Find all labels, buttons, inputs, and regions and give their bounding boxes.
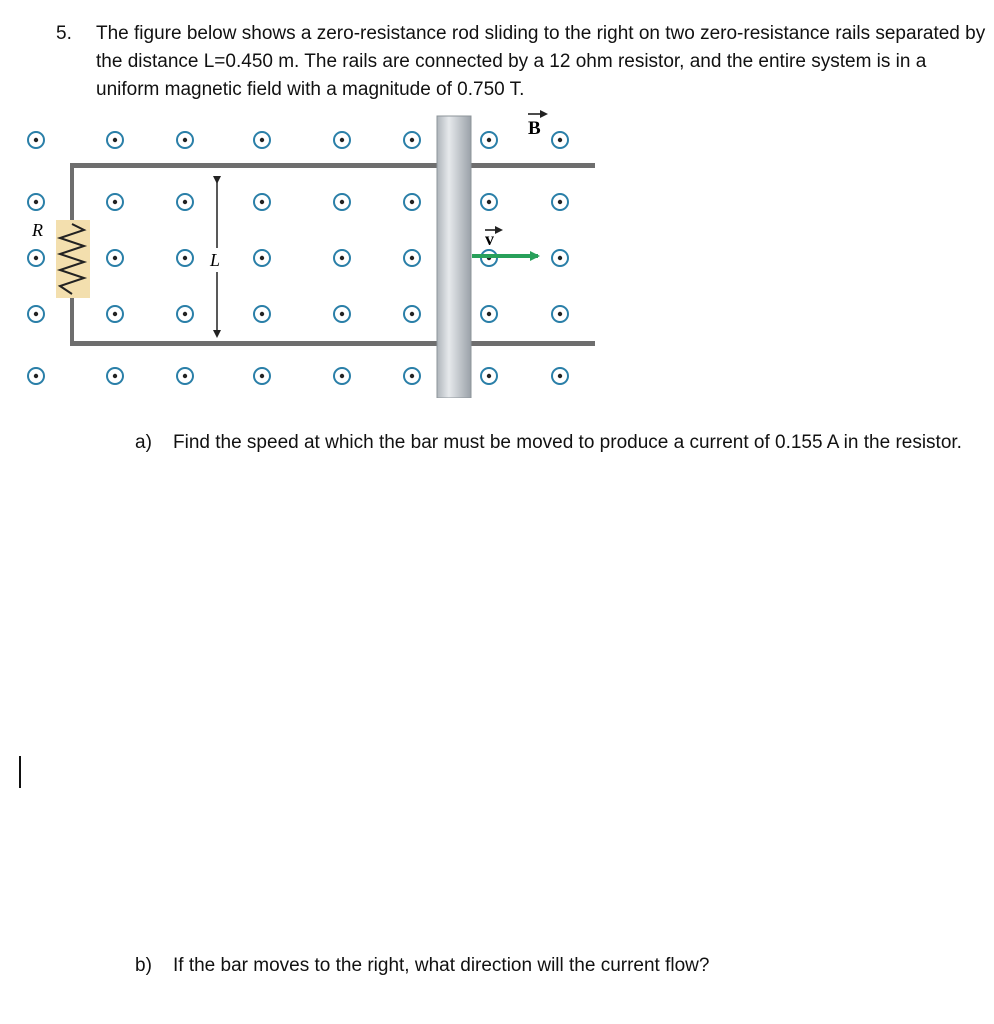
field-dot-icon bbox=[334, 194, 350, 210]
field-dot-icon bbox=[107, 306, 123, 322]
length-label: L bbox=[210, 250, 221, 270]
circuit-figure bbox=[0, 108, 620, 398]
field-dot-icon bbox=[404, 194, 420, 210]
field-dot-icon bbox=[481, 368, 497, 384]
field-dot-icon bbox=[334, 132, 350, 148]
field-dot-icon bbox=[28, 368, 44, 384]
sliding-rod bbox=[437, 116, 471, 398]
field-dot-icon bbox=[404, 368, 420, 384]
field-label: B bbox=[528, 118, 541, 139]
question-number: 5. bbox=[56, 23, 72, 44]
field-dot-icon bbox=[404, 132, 420, 148]
field-dot-icon bbox=[481, 194, 497, 210]
field-dot-icon bbox=[177, 194, 193, 210]
field-dot-icon bbox=[334, 306, 350, 322]
field-dot-icon bbox=[481, 306, 497, 322]
top-rail bbox=[70, 163, 595, 168]
field-dot-icon bbox=[28, 194, 44, 210]
part-a-label: a) bbox=[135, 432, 152, 453]
field-dot-icon bbox=[254, 132, 270, 148]
field-dot-icon bbox=[28, 250, 44, 266]
field-dot-icon bbox=[177, 250, 193, 266]
field-dot-icon bbox=[552, 306, 568, 322]
field-dot-icon bbox=[404, 250, 420, 266]
field-dot-icon bbox=[334, 368, 350, 384]
field-dot-icon bbox=[107, 250, 123, 266]
field-dot-icon bbox=[107, 368, 123, 384]
field-dot-icon bbox=[404, 306, 420, 322]
field-dot-icon bbox=[552, 132, 568, 148]
part-b-text: If the bar moves to the right, what direction will the current flow? bbox=[173, 955, 710, 976]
field-dot-icon bbox=[177, 132, 193, 148]
field-dot-icon bbox=[552, 368, 568, 384]
field-dot-icon bbox=[177, 368, 193, 384]
field-dot-icon bbox=[28, 306, 44, 322]
field-dot-icon bbox=[177, 306, 193, 322]
circuit-diagram bbox=[0, 108, 620, 398]
part-b-label: b) bbox=[135, 955, 152, 976]
field-dot-icon bbox=[552, 250, 568, 266]
field-dot-icon bbox=[107, 132, 123, 148]
field-dot-icon bbox=[334, 250, 350, 266]
field-dot-icon bbox=[254, 368, 270, 384]
resistor-label: R bbox=[32, 220, 43, 240]
bottom-rail bbox=[70, 341, 595, 346]
text-cursor[interactable] bbox=[19, 756, 21, 788]
field-dot-icon bbox=[28, 132, 44, 148]
field-dot-icon bbox=[481, 132, 497, 148]
velocity-label: v bbox=[485, 229, 494, 249]
field-dot-icon bbox=[254, 250, 270, 266]
field-dot-icon bbox=[107, 194, 123, 210]
field-dot-icon bbox=[254, 194, 270, 210]
question-stem: The figure below shows a zero-resistance rod sliding to the right on two zero-resistance rails separated by the distance L=0.450 m. The rails are connected by a 12 ohm resistor, and the entire system is in a uniform magnetic field with a magnitude of 0.750 T. bbox=[96, 23, 986, 100]
part-a-text: Find the speed at which the bar must be moved to produce a current of 0.155 A in the resistor. bbox=[173, 432, 962, 453]
field-dot-icon bbox=[254, 306, 270, 322]
field-dot-icon bbox=[552, 194, 568, 210]
